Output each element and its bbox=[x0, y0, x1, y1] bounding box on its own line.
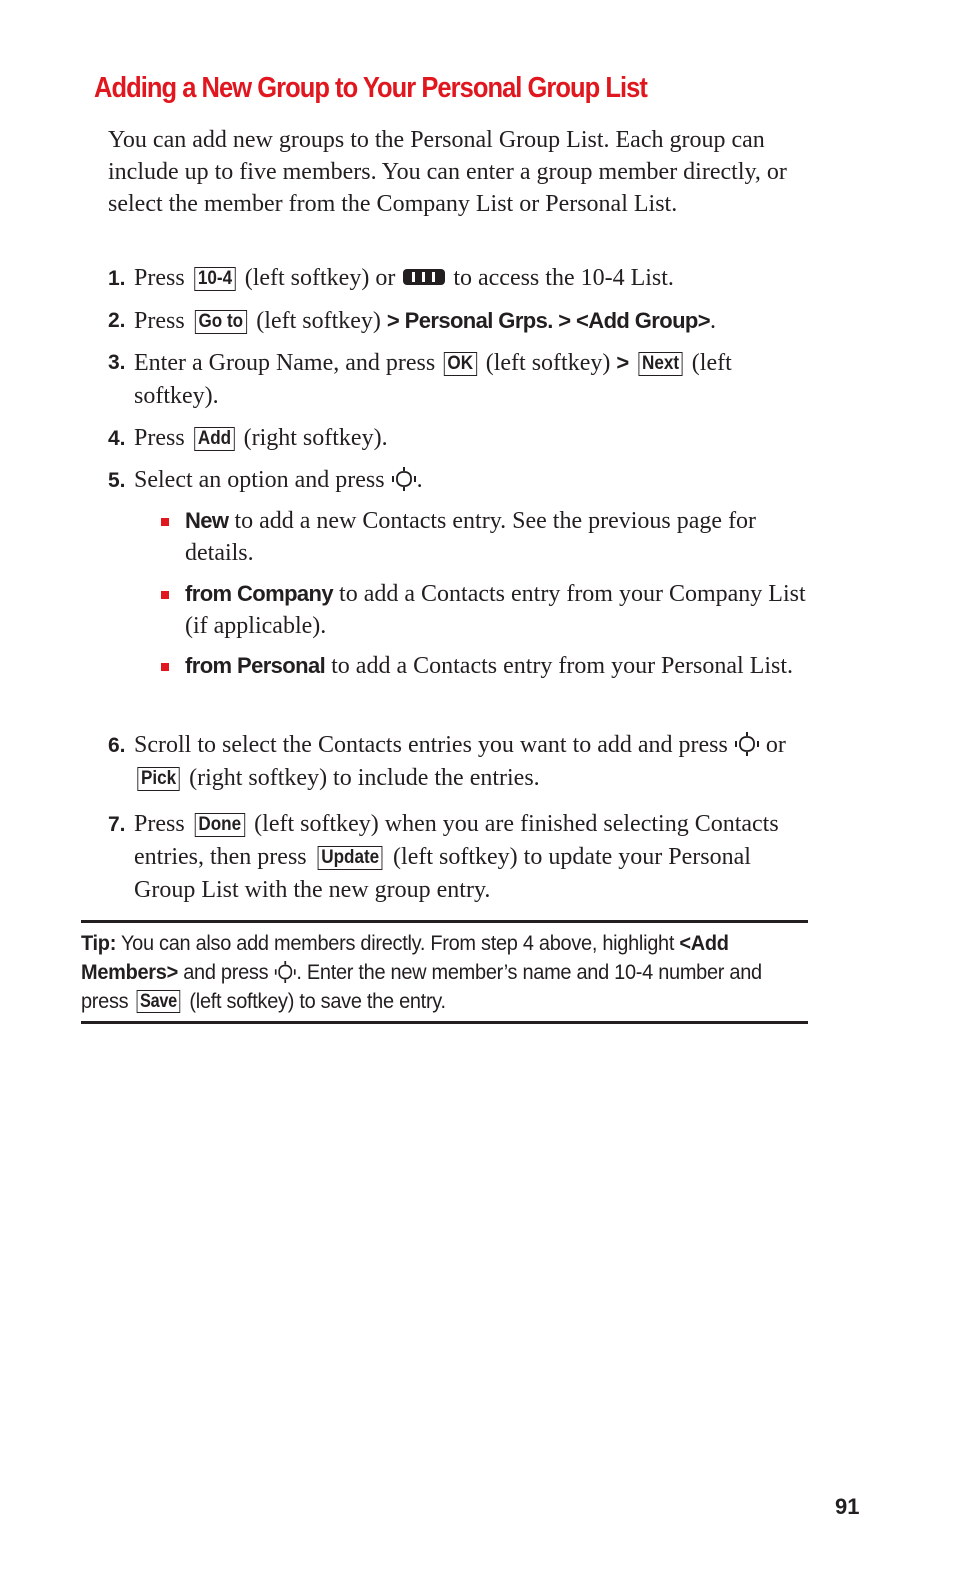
option-from-company bbox=[185, 578, 815, 642]
step-text: Press bbox=[134, 425, 185, 451]
tip-menu-item: <Add Members> bbox=[81, 932, 729, 984]
navigation-key-icon bbox=[735, 731, 759, 757]
step-text: (left softkey) bbox=[256, 308, 381, 334]
intro-paragraph: You can add new groups to the Personal Group List. Each group can include up to five members. You can enter a group member directly, or select the member from the Company List or Personal List. bbox=[108, 127, 787, 217]
option-term: from Personal bbox=[185, 653, 326, 678]
step-text: Press bbox=[134, 308, 185, 334]
tip-text: . Enter the new member’s name and 10-4 number and press bbox=[81, 961, 762, 1013]
step-6 bbox=[108, 729, 808, 795]
step-text: (right softkey) to include the entries. bbox=[189, 765, 540, 791]
step-4 bbox=[108, 422, 808, 455]
step-number: 7. bbox=[108, 813, 126, 836]
softkey-next: Next bbox=[638, 352, 682, 376]
step-text: (left softkey) to update your Personal Group List with the new group entry. bbox=[134, 844, 751, 903]
navigation-key-icon bbox=[392, 466, 416, 492]
menu-path: > Personal Grps. > <Add Group> bbox=[386, 308, 711, 333]
option-term: from Company bbox=[185, 581, 334, 606]
softkey-update: Update bbox=[317, 846, 382, 870]
tip-box bbox=[81, 920, 808, 1024]
step-text: Select an option and press bbox=[134, 467, 385, 493]
option-description: to add a Contacts entry from your Personal List. bbox=[331, 653, 794, 679]
bullet-marker bbox=[161, 591, 169, 599]
step-text: (left softkey). bbox=[134, 350, 732, 409]
softkey-add: Add bbox=[194, 427, 234, 451]
step-text: Enter a Group Name, and press bbox=[134, 350, 436, 376]
softkey-done: Done bbox=[194, 813, 244, 837]
tip-text: (left softkey) to save the entry. bbox=[189, 990, 446, 1013]
step-text: Scroll to select the Contacts entries you want to add and press bbox=[134, 732, 728, 758]
option-description: to add a Contacts entry from your Company List (if applicable). bbox=[185, 581, 806, 639]
step-7 bbox=[108, 808, 808, 907]
page-number: 91 bbox=[835, 1494, 860, 1519]
option-new bbox=[185, 505, 815, 569]
step-number: 5. bbox=[108, 469, 126, 492]
tip-text: and press bbox=[183, 961, 269, 984]
softkey-save: Save bbox=[137, 990, 181, 1013]
softkey-go-to: Go to bbox=[195, 310, 247, 334]
page-title: Adding a New Group to Your Personal Group List bbox=[94, 72, 647, 104]
step-2 bbox=[108, 304, 808, 338]
bullet-marker bbox=[161, 663, 169, 671]
step-text: . bbox=[710, 308, 717, 334]
step-text: or bbox=[765, 732, 786, 758]
navigation-key-icon bbox=[275, 960, 296, 984]
step-text: (left softkey) when you are finished selecting Contacts entries, then press bbox=[134, 811, 779, 870]
option-description: to add a new Contacts entry. See the previous page for details. bbox=[185, 508, 757, 566]
step-text: (left softkey) or bbox=[244, 265, 396, 291]
step-number: 2. bbox=[108, 309, 126, 332]
step-5 bbox=[108, 464, 808, 497]
step-text: . bbox=[416, 467, 423, 493]
menu-separator: > bbox=[616, 350, 629, 375]
step-number: 6. bbox=[108, 734, 126, 757]
step-text: (right softkey). bbox=[243, 425, 388, 451]
softkey-pick: Pick bbox=[137, 767, 179, 791]
option-from-personal bbox=[185, 650, 815, 682]
step-text: Press bbox=[134, 265, 185, 291]
step-number: 3. bbox=[108, 351, 126, 374]
menu-key-icon bbox=[403, 269, 445, 285]
bullet-marker bbox=[161, 518, 169, 526]
softkey-ok: OK bbox=[444, 352, 477, 376]
step-text: Press bbox=[134, 811, 185, 837]
step-1 bbox=[108, 262, 808, 295]
step-number: 4. bbox=[108, 427, 126, 450]
tip-label: Tip: bbox=[81, 932, 117, 955]
step-number: 1. bbox=[108, 267, 126, 290]
tip-text: You can also add members directly. From step 4 above, highlight bbox=[120, 932, 675, 955]
step-text: to access the 10-4 List. bbox=[453, 265, 674, 291]
step-3 bbox=[108, 346, 808, 413]
option-term: New bbox=[185, 508, 229, 533]
step-text: (left softkey) bbox=[485, 350, 611, 376]
softkey-10-4: 10-4 bbox=[194, 267, 235, 291]
